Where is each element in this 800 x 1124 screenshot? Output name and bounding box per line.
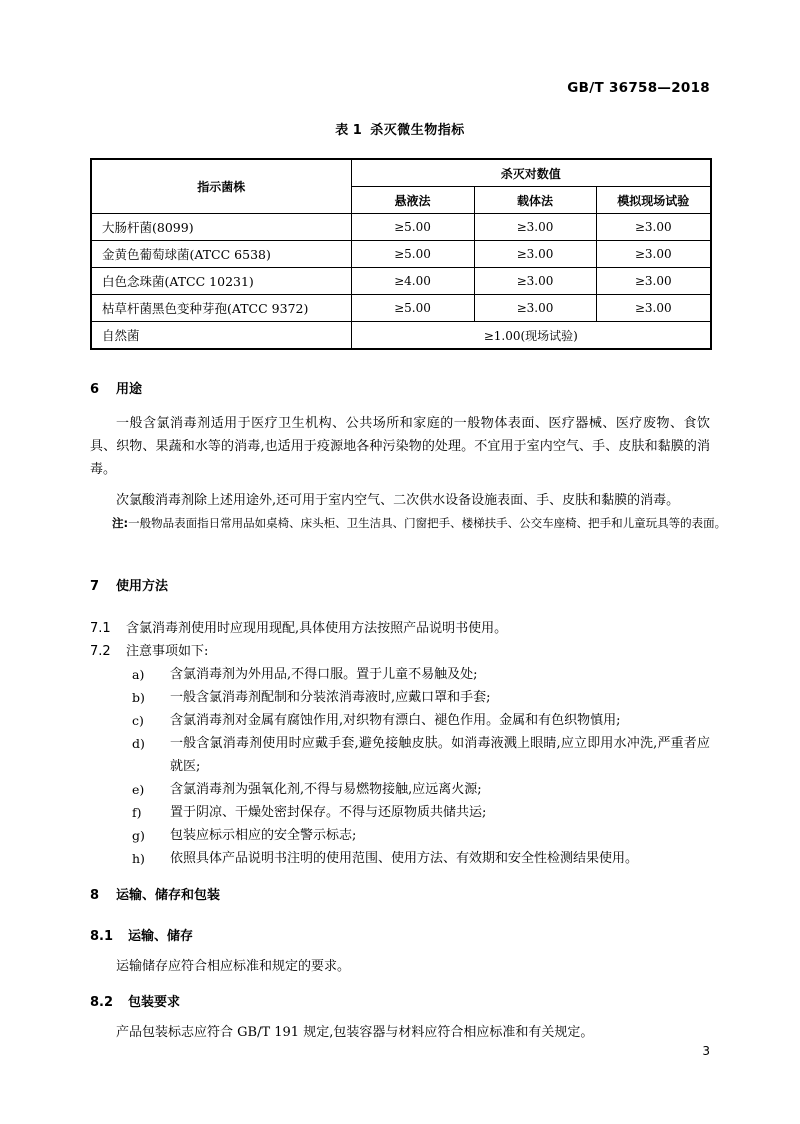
table-cell-merged-value: ≥1.00(现场试验) [351, 322, 711, 350]
clause-8-1-paragraph: 运输储存应符合相应标准和规定的要求。 [116, 959, 351, 974]
table-cell-strain: 枯草杆菌黑色变种芽孢(ATCC 9372) [91, 295, 351, 322]
clause-8-2-paragraph: 产品包装标志应符合 GB/T 191 规定,包装容器与材料应符合相应标准和有关规定。 [116, 1025, 594, 1040]
page-number: 3 [702, 1044, 710, 1058]
table-row [91, 295, 711, 322]
clause-8-number: 8 [90, 888, 100, 903]
list-item-text: 含氯消毒剂为外用品,不得口服。置于儿童不易触及处; [170, 667, 478, 682]
table-caption-number: 1 [352, 123, 363, 138]
table-cell-carrier: ≥3.00 [474, 214, 596, 241]
table-cell-carrier: ≥3.00 [474, 268, 596, 295]
list-item-text: 依照具体产品说明书注明的使用范围、使用方法、有效期和安全性检测结果使用。 [170, 851, 639, 866]
list-item-marker: a) [132, 667, 145, 682]
list-item [132, 778, 710, 801]
table-cell-simulated-field: ≥3.00 [596, 268, 711, 295]
clause-8-1-title-text: 运输、储存 [128, 929, 194, 944]
clause-7-1-label: 7.1 [90, 621, 111, 636]
clause-6-title [90, 378, 142, 397]
list-item-text: 含氯消毒剂为强氧化剂,不得与易燃物接触,应远离火源; [170, 782, 482, 797]
kill-log-value-table [90, 158, 712, 350]
list-item-marker: b) [132, 690, 145, 705]
note-label: 注: [112, 516, 129, 530]
clause-8-1-number: 8.1 [90, 929, 114, 944]
list-item [132, 686, 710, 709]
table-caption-text: 杀灭微生物指标 [370, 123, 465, 138]
clause-7-2-text: 注意事项如下: [126, 644, 209, 659]
list-item [132, 801, 710, 824]
table-cell-suspension: ≥5.00 [351, 214, 474, 241]
list-item-text: 置于阴凉、干燥处密封保存。不得与还原物质共储共运; [170, 805, 487, 820]
table-header-row-1 [91, 159, 711, 187]
clause-8-2-title [90, 991, 180, 1010]
table-cell-simulated-field: ≥3.00 [596, 214, 711, 241]
list-item-text: 一般含氯消毒剂使用时应戴手套,避免接触皮肤。如消毒液溅上眼睛,应立即用水冲洗,严重者应就医; [170, 736, 710, 774]
table-cell-simulated-field: ≥3.00 [596, 241, 711, 268]
table-cell-simulated-field: ≥3.00 [596, 295, 711, 322]
list-item [132, 732, 710, 778]
table-cell-suspension: ≥5.00 [351, 295, 474, 322]
list-item-text: 含氯消毒剂对金属有腐蚀作用,对织物有漂白、褪色作用。金属和有色织物慎用; [170, 713, 621, 728]
clause-6-number: 6 [90, 382, 100, 397]
list-item [132, 663, 710, 686]
table-cell-strain: 白色念珠菌(ATCC 10231) [91, 268, 351, 295]
table-row [91, 268, 711, 295]
table-cell-suspension: ≥5.00 [351, 241, 474, 268]
list-item [132, 824, 710, 847]
list-item-marker: f) [132, 805, 142, 820]
table-cell-carrier: ≥3.00 [474, 241, 596, 268]
clause-6-paragraph-1: 一般含氯消毒剂适用于医疗卫生机构、公共场所和家庭的一般物体表面、医疗器械、医疗废物、食饮具、织物、果蔬和水等的消毒,也适用于疫源地各种污染物的处理。不宜用于室内空气、手、皮肤和黏膜的消毒。 [90, 416, 710, 477]
clause-7-title [90, 575, 168, 594]
table-cell-strain: 金黄色葡萄球菌(ATCC 6538) [91, 241, 351, 268]
table-caption-prefix: 表 [335, 123, 349, 138]
clause-6-note [112, 513, 740, 533]
table-header-group: 杀灭对数值 [351, 159, 711, 187]
clause-8-title-text: 运输、储存和包装 [116, 888, 221, 903]
list-item-marker: h) [132, 851, 145, 866]
table-row-natural-bacteria [91, 322, 711, 350]
clause-8-2-title-text: 包装要求 [128, 995, 181, 1010]
clause-7-2-list [132, 663, 710, 870]
clause-8-1-title [90, 925, 193, 944]
list-item-marker: g) [132, 828, 145, 843]
table-header-carrier: 载体法 [474, 187, 596, 214]
table-row [91, 214, 711, 241]
clause-7-title-text: 使用方法 [116, 579, 169, 594]
table-row [91, 241, 711, 268]
note-text: 一般物品表面指日常用品如桌椅、床头柜、卫生洁具、门窗把手、楼梯扶手、公交车座椅、把手和儿童玩具等的表面。 [128, 516, 727, 530]
list-item-marker: e) [132, 782, 145, 797]
table-cell-suspension: ≥4.00 [351, 268, 474, 295]
table-header-strain: 指示菌株 [91, 159, 351, 214]
table-header-simulated-field: 模拟现场试验 [596, 187, 711, 214]
table-header-suspension: 悬液法 [351, 187, 474, 214]
table-cell-strain: 大肠杆菌(8099) [91, 214, 351, 241]
list-item-marker: d) [132, 736, 145, 751]
table-cell-strain: 自然菌 [91, 322, 351, 350]
list-item [132, 847, 710, 870]
table-caption [90, 119, 710, 138]
list-item [132, 709, 710, 732]
clause-8-title [90, 884, 220, 903]
clause-8-2-number: 8.2 [90, 995, 114, 1010]
clause-7-2-label: 7.2 [90, 644, 111, 659]
clause-7-1 [90, 617, 710, 640]
clause-6-title-text: 用途 [116, 382, 143, 397]
table-cell-carrier: ≥3.00 [474, 295, 596, 322]
clause-7-1-text: 含氯消毒剂使用时应现用现配,具体使用方法按照产品说明书使用。 [126, 621, 508, 636]
running-header: GB/T 36758—2018 [567, 80, 710, 96]
list-item-text: 包装应标示相应的安全警示标志; [170, 828, 357, 843]
clause-7-number: 7 [90, 579, 100, 594]
list-item-text: 一般含氯消毒剂配制和分装浓消毒液时,应戴口罩和手套; [170, 690, 491, 705]
clause-7-2 [90, 640, 710, 663]
clause-6-paragraph-2: 次氯酸消毒剂除上述用途外,还可用于室内空气、二次供水设备设施表面、手、皮肤和黏膜的消毒。 [116, 493, 680, 508]
list-item-marker: c) [132, 713, 144, 728]
